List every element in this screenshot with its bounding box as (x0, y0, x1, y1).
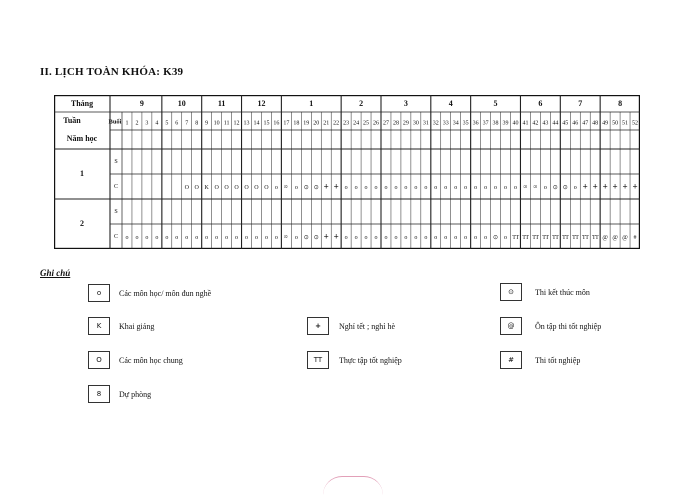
schedule-cell-symbol: o (454, 234, 458, 241)
week-number: 40 (512, 120, 519, 127)
week-number: 26 (373, 120, 380, 127)
schedule-cell-symbol: o (414, 234, 418, 241)
schedule-cell-symbol: o (205, 234, 209, 241)
week-number: 48 (592, 120, 599, 127)
week-number: 41 (522, 120, 529, 127)
month-label-5: 5 (493, 98, 498, 108)
schedule-cell-symbol: ⊙ (303, 234, 309, 241)
week-number: 35 (462, 120, 469, 127)
week-number: 19 (303, 120, 310, 127)
month-label-12: 12 (257, 98, 266, 108)
schedule-table (54, 95, 640, 249)
schedule-cell-symbol: 8 (521, 185, 527, 188)
schedule-cell-symbol: O (214, 184, 219, 191)
week-number: 15 (263, 120, 270, 127)
year-label-2: 2 (80, 218, 84, 228)
schedule-cell-symbol: o (384, 234, 388, 241)
schedule-cell-symbol: o (394, 184, 398, 191)
schedule-cell-symbol: o (175, 234, 179, 241)
schedule-cell-symbol: o (364, 234, 368, 241)
schedule-cell-symbol: + (323, 181, 329, 192)
month-label-4: 4 (448, 98, 453, 108)
week-number: 22 (333, 120, 340, 127)
schedule-cell-symbol: o (165, 234, 169, 241)
schedule-cell-symbol: o (264, 234, 268, 241)
schedule-cell-symbol: + (323, 231, 329, 242)
week-header-label: Tuần (63, 115, 81, 125)
legend-symbol-graduation-exam: # (500, 351, 522, 369)
week-number: 42 (532, 120, 539, 127)
schedule-cell-symbol: O (254, 184, 259, 191)
schedule-cell-symbol: o (424, 184, 428, 191)
schedule-cell-symbol: O (244, 184, 249, 191)
stamp-seal (323, 476, 383, 495)
schedule-cell-symbol: o (344, 234, 348, 241)
month-label-10: 10 (177, 98, 186, 108)
week-number: 44 (552, 120, 559, 127)
schedule-grid (54, 95, 640, 249)
schedule-cell-symbol: TT (532, 234, 539, 241)
year-label-1: 1 (80, 168, 84, 178)
legend-symbol-general: O (88, 351, 110, 369)
schedule-cell-symbol: o (404, 184, 408, 191)
session-label-s: S (114, 158, 118, 165)
schedule-cell-symbol: o (484, 184, 488, 191)
schedule-cell-symbol: + (602, 181, 608, 192)
schedule-cell-symbol: o (474, 184, 478, 191)
week-number: 51 (622, 120, 629, 127)
schedule-cell-symbol: o (354, 184, 358, 191)
section-title: II. LỊCH TOÀN KHÓA: K39 (40, 66, 184, 78)
schedule-cell-symbol: o (504, 234, 508, 241)
week-number: 30 (412, 120, 419, 127)
schedule-cell-symbol: O (194, 184, 199, 191)
legend-label-general: Các môn học chung (119, 356, 183, 365)
schedule-cell-symbol: + (612, 181, 618, 192)
month-label-7: 7 (578, 98, 583, 108)
schedule-cell-symbol: TT (562, 234, 569, 241)
week-number: 27 (382, 120, 389, 127)
legend-symbol-module: o (88, 284, 110, 302)
month-label-3: 3 (403, 98, 408, 108)
week-number: 37 (482, 120, 489, 127)
session-header-label: Buổi (108, 118, 122, 126)
schedule-cell-symbol: 8 (282, 185, 288, 188)
week-number: 24 (353, 120, 360, 127)
schedule-cell-symbol: o (374, 184, 378, 191)
week-number: 17 (283, 120, 290, 127)
week-number: 2 (135, 120, 139, 127)
schedule-cell-symbol: o (404, 234, 408, 241)
year-header-label: Năm học (66, 133, 98, 143)
schedule-cell-symbol: TT (512, 234, 519, 241)
week-number: 32 (432, 120, 439, 127)
month-label-9: 9 (139, 98, 144, 108)
week-number: 10 (213, 120, 220, 127)
week-number: 49 (602, 120, 609, 127)
schedule-cell-symbol: o (414, 184, 418, 191)
schedule-cell-symbol: o (294, 234, 298, 241)
schedule-cell-symbol: o (513, 184, 517, 191)
schedule-cell-symbol: TT (592, 234, 599, 241)
legend-label-graduation-exam: Thi tốt nghiệp (535, 356, 581, 365)
schedule-cell-symbol: o (434, 234, 438, 241)
week-number: 29 (402, 120, 409, 127)
schedule-cell-symbol: o (464, 184, 468, 191)
week-number: 16 (273, 120, 280, 127)
week-number: 46 (572, 120, 579, 127)
legend-label-internship: Thực tập tốt nghiệp (339, 356, 402, 365)
legend-label-module: Các môn học/ môn đun nghề (119, 289, 212, 298)
week-number: 1 (125, 120, 129, 127)
schedule-cell-symbol: o (294, 184, 298, 191)
schedule-cell-symbol: + (582, 181, 588, 192)
month-label-6: 6 (538, 98, 543, 108)
week-number: 34 (452, 120, 459, 127)
schedule-cell-symbol: O (184, 184, 189, 191)
schedule-cell-symbol: o (543, 184, 547, 191)
week-number: 33 (442, 120, 449, 127)
schedule-cell-symbol: # (633, 234, 637, 241)
legend-symbol-opening: K (88, 317, 110, 335)
schedule-cell-symbol: o (394, 234, 398, 241)
schedule-cell-symbol: O (224, 184, 229, 191)
week-number: 11 (223, 120, 230, 127)
schedule-cell-symbol: o (494, 184, 498, 191)
schedule-cell-symbol: o (573, 184, 577, 191)
schedule-cell-symbol: o (344, 184, 348, 191)
schedule-cell-symbol: o (474, 234, 478, 241)
schedule-cell-symbol: o (145, 234, 149, 241)
schedule-cell-symbol: o (444, 234, 448, 241)
schedule-cell-symbol: o (195, 234, 199, 241)
legend-label-opening: Khai giảng (119, 322, 155, 331)
schedule-cell-symbol: o (185, 234, 189, 241)
week-number: 39 (502, 120, 509, 127)
schedule-cell-symbol: o (424, 234, 428, 241)
schedule-cell-symbol: @ (622, 234, 628, 241)
schedule-cell-symbol: 8 (531, 185, 537, 188)
week-number: 4 (155, 120, 159, 127)
schedule-cell-symbol: o (274, 234, 278, 241)
legend-title: Ghi chú (40, 268, 71, 278)
schedule-cell-symbol: o (374, 234, 378, 241)
schedule-cell-symbol: K (204, 184, 209, 191)
week-number: 43 (542, 120, 549, 127)
legend-symbol-internship: TT (307, 351, 329, 369)
week-number: 14 (253, 120, 260, 127)
schedule-cell-symbol: o (434, 184, 438, 191)
month-label-1: 1 (309, 98, 314, 108)
schedule-cell-symbol: @ (602, 234, 608, 241)
week-number: 13 (243, 120, 250, 127)
week-number: 18 (293, 120, 300, 127)
legend-label-reserve: Dự phòng (119, 390, 152, 399)
schedule-cell-symbol: ⊙ (562, 184, 568, 191)
session-label-c: C (113, 233, 119, 240)
schedule-cell-symbol: TT (552, 234, 559, 241)
schedule-cell-symbol: o (155, 234, 159, 241)
schedule-cell-symbol: TT (522, 234, 529, 241)
schedule-cell-symbol: o (484, 234, 488, 241)
schedule-cell-symbol: + (333, 231, 339, 242)
month-label-2: 2 (359, 98, 364, 108)
month-label-11: 11 (217, 98, 226, 108)
week-number: 23 (343, 120, 350, 127)
legend-label-final-exam: Thi kết thúc môn (535, 288, 590, 297)
week-number: 52 (632, 120, 639, 127)
legend-label-review: Ôn tập thi tốt nghiệp (535, 322, 602, 331)
schedule-cell-symbol: + (632, 181, 638, 192)
week-number: 47 (582, 120, 589, 127)
legend-symbol-review: @ (500, 317, 522, 335)
schedule-cell-symbol: o (504, 184, 508, 191)
week-number: 31 (422, 120, 429, 127)
schedule-cell-symbol: ⊙ (303, 184, 309, 191)
legend-symbol-holiday: + (307, 317, 329, 335)
schedule-cell-symbol: o (245, 234, 249, 241)
legend-symbol-final-exam: ⊙ (500, 283, 522, 301)
week-number: 9 (205, 120, 209, 127)
month-label-8: 8 (618, 98, 623, 108)
schedule-cell-symbol: o (364, 184, 368, 191)
schedule-cell-symbol: o (254, 234, 258, 241)
week-number: 45 (562, 120, 569, 127)
week-number: 36 (472, 120, 479, 127)
schedule-cell-symbol: TT (582, 234, 589, 241)
schedule-cell-symbol: o (125, 234, 129, 241)
week-number: 6 (175, 120, 179, 127)
schedule-cell-symbol: TT (542, 234, 549, 241)
schedule-cell-symbol: ⊙ (552, 184, 558, 191)
schedule-cell-symbol: o (225, 234, 229, 241)
week-number: 8 (195, 120, 199, 127)
schedule-cell-symbol: o (454, 184, 458, 191)
schedule-cell-symbol: @ (612, 234, 618, 241)
schedule-cell-symbol: ⊙ (493, 234, 499, 241)
schedule-cell-symbol: + (622, 181, 628, 192)
schedule-cell-symbol: o (235, 234, 239, 241)
schedule-cell-symbol: O (264, 184, 269, 191)
table-border (55, 96, 640, 249)
schedule-cell-symbol: + (333, 181, 339, 192)
schedule-cell-symbol: o (444, 184, 448, 191)
week-number: 25 (363, 120, 370, 127)
schedule-cell-symbol: 8 (282, 235, 288, 238)
schedule-cell-symbol: o (354, 234, 358, 241)
schedule-cell-symbol: o (384, 184, 388, 191)
week-number: 38 (492, 120, 499, 127)
week-number: 12 (233, 120, 240, 127)
schedule-cell-symbol: ⊙ (313, 184, 319, 191)
schedule-cell-symbol: TT (572, 234, 579, 241)
session-label-c: C (113, 183, 119, 190)
schedule-cell-symbol: o (464, 234, 468, 241)
schedule-cell-symbol: ⊙ (313, 234, 319, 241)
week-number: 20 (313, 120, 320, 127)
month-header-label: Tháng (70, 98, 94, 108)
week-number: 50 (612, 120, 619, 127)
week-number: 3 (145, 120, 149, 127)
schedule-cell-symbol: o (215, 234, 219, 241)
schedule-cell-symbol: + (592, 181, 598, 192)
session-label-s: S (114, 208, 118, 215)
legend-label-holiday: Nghỉ tết ; nghỉ hè (339, 322, 395, 331)
legend-symbol-reserve: 8 (88, 385, 110, 403)
week-number: 7 (185, 120, 189, 127)
schedule-cell-symbol: O (234, 184, 239, 191)
schedule-cell-symbol: o (274, 184, 278, 191)
schedule-cell-symbol: o (135, 234, 139, 241)
week-number: 21 (323, 120, 330, 127)
week-number: 28 (392, 120, 399, 127)
week-number: 5 (165, 120, 169, 127)
